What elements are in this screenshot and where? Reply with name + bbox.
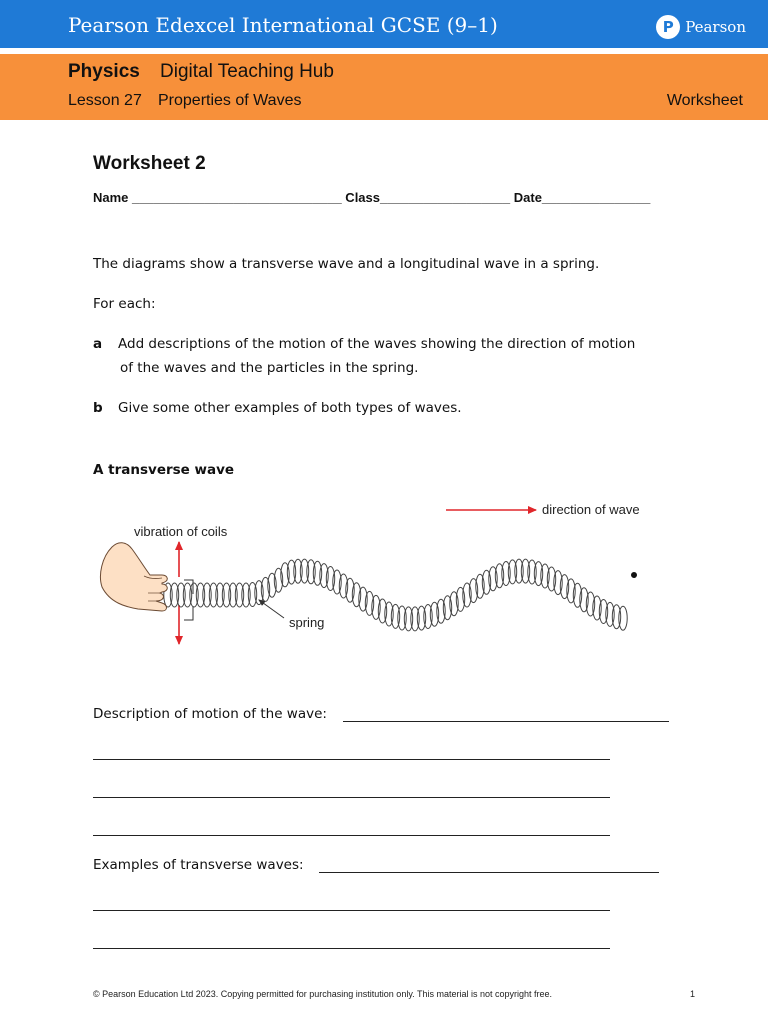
- description-label: Description of motion of the wave:: [93, 706, 327, 722]
- sheet-type: Worksheet: [666, 92, 743, 109]
- instruction-a-label: a: [93, 336, 103, 352]
- spring-coil: [196, 583, 204, 607]
- page-number: 1: [690, 989, 696, 999]
- for-each-text: For each:: [93, 296, 156, 312]
- vibration-label: vibration of coils: [134, 524, 228, 539]
- worksheet-title: Worksheet 2: [93, 153, 206, 174]
- answer-line[interactable]: [319, 872, 659, 873]
- answer-line[interactable]: [93, 797, 610, 798]
- lesson-number: Lesson 27: [68, 92, 142, 109]
- spring-pointer: [259, 600, 284, 618]
- answer-line[interactable]: [343, 721, 669, 722]
- spring-coil: [216, 583, 224, 607]
- direction-label: direction of wave: [542, 502, 640, 517]
- hand-illustration: [100, 543, 167, 611]
- spring-coil: [229, 583, 237, 607]
- subject-name: Physics: [68, 61, 140, 82]
- spring-coil: [404, 607, 412, 631]
- section-heading: A transverse wave: [93, 462, 235, 478]
- qualification-title: Pearson Edexcel International GCSE (9–1): [68, 13, 498, 37]
- examples-label: Examples of transverse waves:: [93, 857, 304, 873]
- spring-coil: [515, 559, 523, 583]
- answer-line[interactable]: [93, 910, 610, 911]
- spring-label: spring: [289, 615, 325, 630]
- instruction-b: [93, 400, 462, 416]
- spring-coil: [235, 583, 243, 607]
- spring-coils: [164, 559, 627, 631]
- copyright-notice: © Pearson Education Ltd 2023. Copying permitted for purchasing institution only. This material is not copyright free.: [93, 989, 553, 999]
- pearson-logo-icon: P: [656, 15, 680, 39]
- answer-line[interactable]: [93, 759, 610, 760]
- header-bar: [0, 0, 768, 48]
- intro-paragraph: The diagrams show a transverse wave and a longitudinal wave in a spring.: [93, 256, 600, 272]
- instruction-a: [93, 336, 635, 352]
- pearson-logo: [656, 14, 746, 40]
- answer-line[interactable]: [93, 948, 610, 949]
- spring-end-dot: [631, 572, 637, 578]
- spring-coil: [177, 583, 185, 607]
- spring-coil: [209, 583, 217, 607]
- hub-name: Digital Teaching Hub: [160, 61, 334, 82]
- name-class-date-fields: Name _____________________________ Class__________________ Date_______________: [93, 190, 651, 205]
- spring-coil: [170, 583, 178, 607]
- spring-coil: [619, 606, 627, 630]
- lesson-title: Properties of Waves: [158, 92, 302, 109]
- lesson-banner: [0, 54, 768, 120]
- instruction-a-continued: of the waves and the particles in the spring.: [120, 360, 419, 376]
- spring-coil: [190, 583, 198, 607]
- instruction-b-label: b: [93, 400, 103, 416]
- spring-coil: [222, 583, 230, 607]
- pearson-brand-name: Pearson: [685, 18, 746, 36]
- spring-coil: [203, 583, 211, 607]
- transverse-wave-diagram: [92, 495, 672, 655]
- instruction-b-text: Give some other examples of both types of waves.: [118, 400, 462, 416]
- spring-coil: [183, 583, 191, 607]
- instruction-a-text: Add descriptions of the motion of the waves showing the direction of motion: [118, 336, 636, 352]
- answer-line[interactable]: [93, 835, 610, 836]
